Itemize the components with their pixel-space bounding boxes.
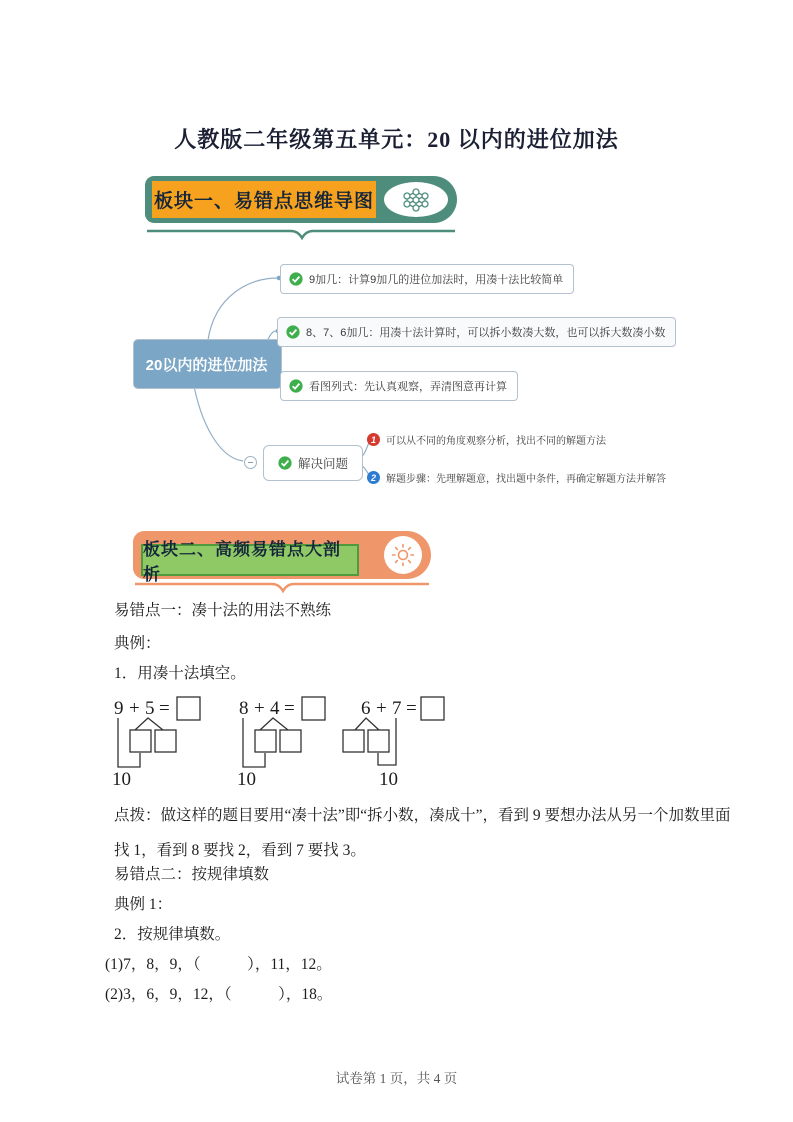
svg-text:=: = [284, 698, 295, 719]
svg-text:10: 10 [112, 769, 131, 790]
svg-text:+: + [254, 698, 265, 719]
mindmap-node-add9 [280, 264, 574, 294]
mindmap-root-node: 20以内的进位加法 [133, 339, 282, 389]
node-label: 看图列式：先认真观察，弄清图意再计算 [309, 381, 507, 393]
mindmap [120, 250, 720, 510]
check-circle-icon [289, 379, 303, 393]
section1-banner [145, 176, 457, 223]
example-label: 典例： [114, 635, 161, 652]
mindmap-subitem-1 [367, 432, 606, 447]
question-2-part1: (1)7，8，9，（ ），11，12。 [105, 956, 332, 973]
question-2-stem: 2．按规律填数。 [114, 926, 231, 943]
make-ten-diagrams [108, 692, 448, 794]
mindmap-node-add876 [277, 317, 676, 347]
banner2-brace [133, 581, 431, 595]
page-title: 人教版二年级第五单元：20 以内的进位加法 [174, 127, 619, 152]
error-point-2-heading: 易错点二：按规律填数 [114, 866, 270, 883]
number-2-badge: 2 [367, 471, 380, 484]
svg-text:4: 4 [270, 698, 280, 719]
sun-icon [384, 536, 422, 574]
svg-text:10: 10 [237, 769, 256, 790]
number-1-badge: 1 [367, 433, 380, 446]
section2-banner-label: 板块二、高频易错点大剖析 [141, 544, 359, 576]
collapse-toggle-icon [244, 456, 257, 469]
node-label: 9加几：计算9加几的进位加法时，用凑十法比较简单 [309, 274, 564, 286]
section2-banner [133, 531, 431, 584]
subitem-label: 可以从不同的角度观察分析，找出不同的解题方法 [386, 436, 606, 447]
node-label: 解决问题 [298, 457, 349, 471]
tip-paragraph-line2: 找 1，看到 8 要找 2，看到 7 要找 3。 [114, 842, 366, 859]
section1-banner-label: 板块一、易错点思维导图 [152, 181, 376, 218]
error-point-1-heading: 易错点一：凑十法的用法不熟练 [114, 602, 332, 619]
mindmap-subitem-2 [367, 470, 666, 485]
page-footer: 试卷第 1 页，共 4 页 [335, 1071, 458, 1086]
svg-text:9: 9 [114, 698, 124, 719]
question-2-part2: (2)3，6，9，12，（ ），18。 [105, 986, 333, 1003]
svg-text:8: 8 [239, 698, 249, 719]
check-circle-icon [289, 272, 303, 286]
node-label: 8、7、6加几：用凑十法计算时，可以拆小数凑大数，也可以拆大数凑小数 [306, 327, 666, 339]
check-circle-icon [286, 325, 300, 339]
svg-text:+: + [129, 698, 140, 719]
svg-text:=: = [406, 698, 417, 719]
network-icon [384, 182, 448, 217]
svg-text:10: 10 [379, 769, 398, 790]
tip-paragraph-line1: 点拨：做这样的题目要用“凑十法”即“拆小数，凑成十”，看到 9 要想办法从另一个加数里面 [114, 807, 731, 824]
mindmap-node-problem-solving [263, 445, 363, 481]
check-circle-icon [278, 456, 292, 470]
banner1-brace [145, 228, 457, 242]
svg-text:5: 5 [145, 698, 155, 719]
mindmap-node-picture-equation [280, 371, 518, 401]
question-1-stem: 1．用凑十法填空。 [114, 665, 246, 682]
svg-text:+: + [376, 698, 387, 719]
subitem-label: 解题步骤：先理解题意，找出题中条件，再确定解题方法并解答 [386, 474, 666, 485]
make-ten-diagram-1 [112, 697, 200, 790]
make-ten-diagram-2 [237, 697, 325, 790]
svg-text:=: = [159, 698, 170, 719]
svg-text:7: 7 [392, 698, 402, 719]
make-ten-diagram-3 [343, 697, 444, 790]
example-1-label: 典例 1： [114, 896, 173, 913]
svg-text:6: 6 [361, 698, 371, 719]
